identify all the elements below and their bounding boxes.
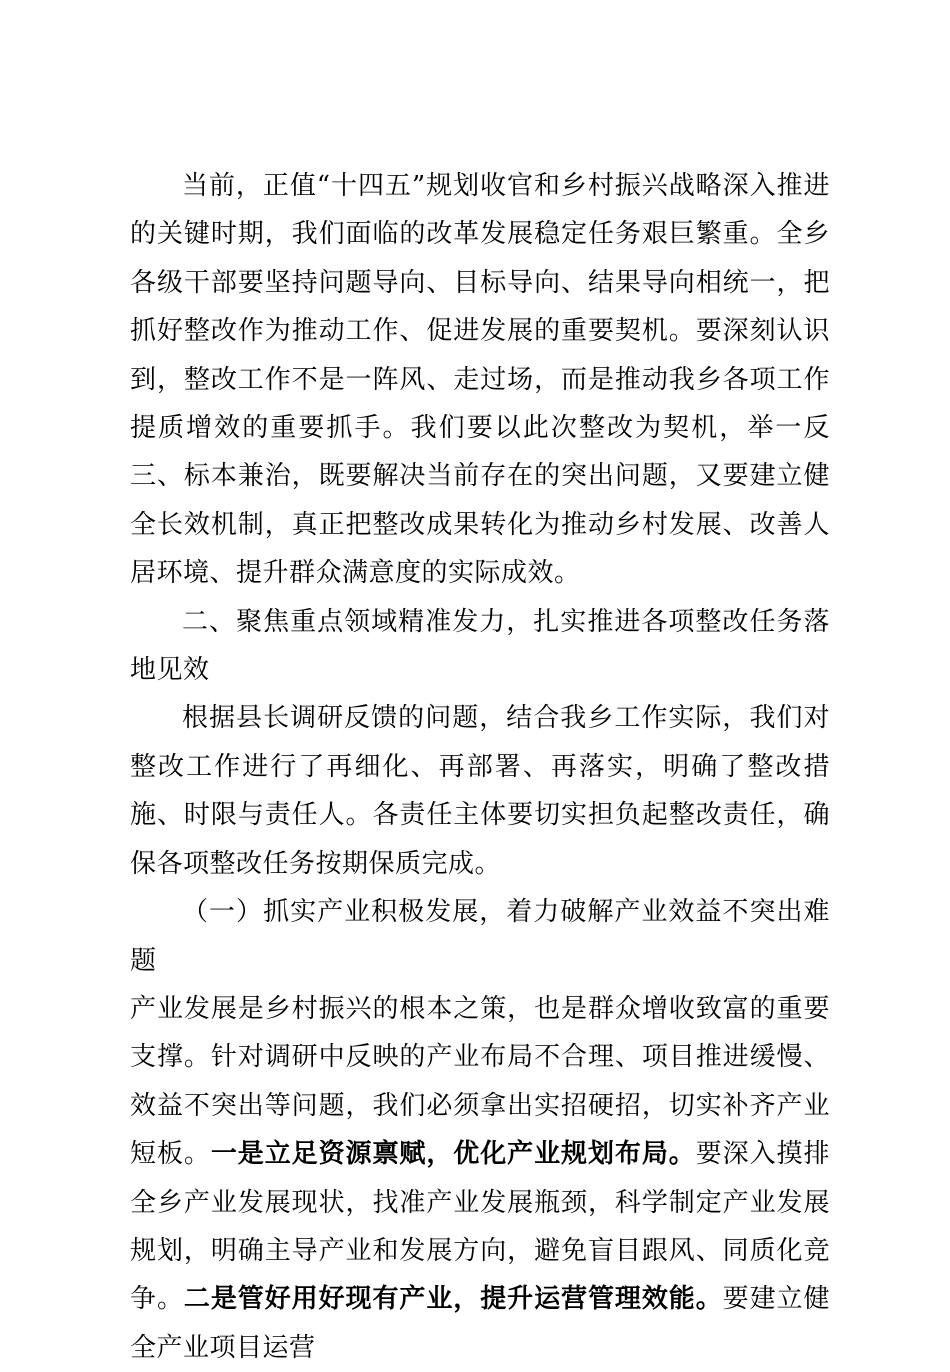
heading-text: 二、聚焦重点领域精准发力，扎实推进各项整改任务落地见效 (130, 606, 830, 686)
paragraph-industry-development (130, 985, 830, 1372)
paragraph-text: 要深入摸排全乡产业发展现状，找准产业发展瓶颈，科学制定产业发展规划，明确主导产业和发展方向，避免盲目跟风、同质化竞争。 (130, 1139, 830, 1315)
paragraph-text: 根据县长调研反馈的问题，结合我乡工作实际，我们对整改工作进行了再细化、再部署、再落实，明确了整改措施、时限与责任人。各责任主体要切实担负起整改责任，确保各项整改任务按期保质完成。 (130, 703, 830, 879)
document-body (130, 162, 830, 1372)
paragraph-text: 产业发展是乡村振兴的根本之策，也是群众增收致富的重要支撑。针对调研中反映的产业布局不合理、项目推进缓慢、效益不突出等问题，我们必须拿出实招硬招，切实补齐产业短板。 (130, 993, 830, 1170)
heading-text: （一）抓实产业积极发展，着力破解产业效益不突出难题 (130, 897, 830, 976)
paragraph-rectification-plan (130, 694, 830, 888)
bold-point-two: 二是管好用好现有产业，提升运营管理效能。 (183, 1284, 723, 1315)
paragraph-text: 要建立健全产业项目运营 (130, 1284, 830, 1363)
section-heading-two (130, 598, 830, 695)
subsection-heading-one (130, 888, 830, 985)
paragraph-text: 当前，正值“十四五”规划收官和乡村振兴战略深入推进的关键时期，我们面临的改革发展稳定任务艰巨繁重。全乡各级干部要坚持问题导向、目标导向、结果导向相统一，把抓好整改作为推动工作、促进发展的重要契机。要深刻认识到，整改工作不是一阵风、走过场，而是推动我乡各项工作提质增效的重要抓手。我们要以此次整改为契机，举一反三、标本兼治，既要解决当前存在的突出问题，又要建立健全长效机制，真正把整改成果转化为推动乡村发展、改善人居环境、提升群众满意度的实际成效。 (130, 171, 830, 589)
bold-point-one: 一是立足资源禀赋，优化产业规划布局。 (210, 1139, 696, 1170)
paragraph-current-situation (130, 162, 830, 598)
